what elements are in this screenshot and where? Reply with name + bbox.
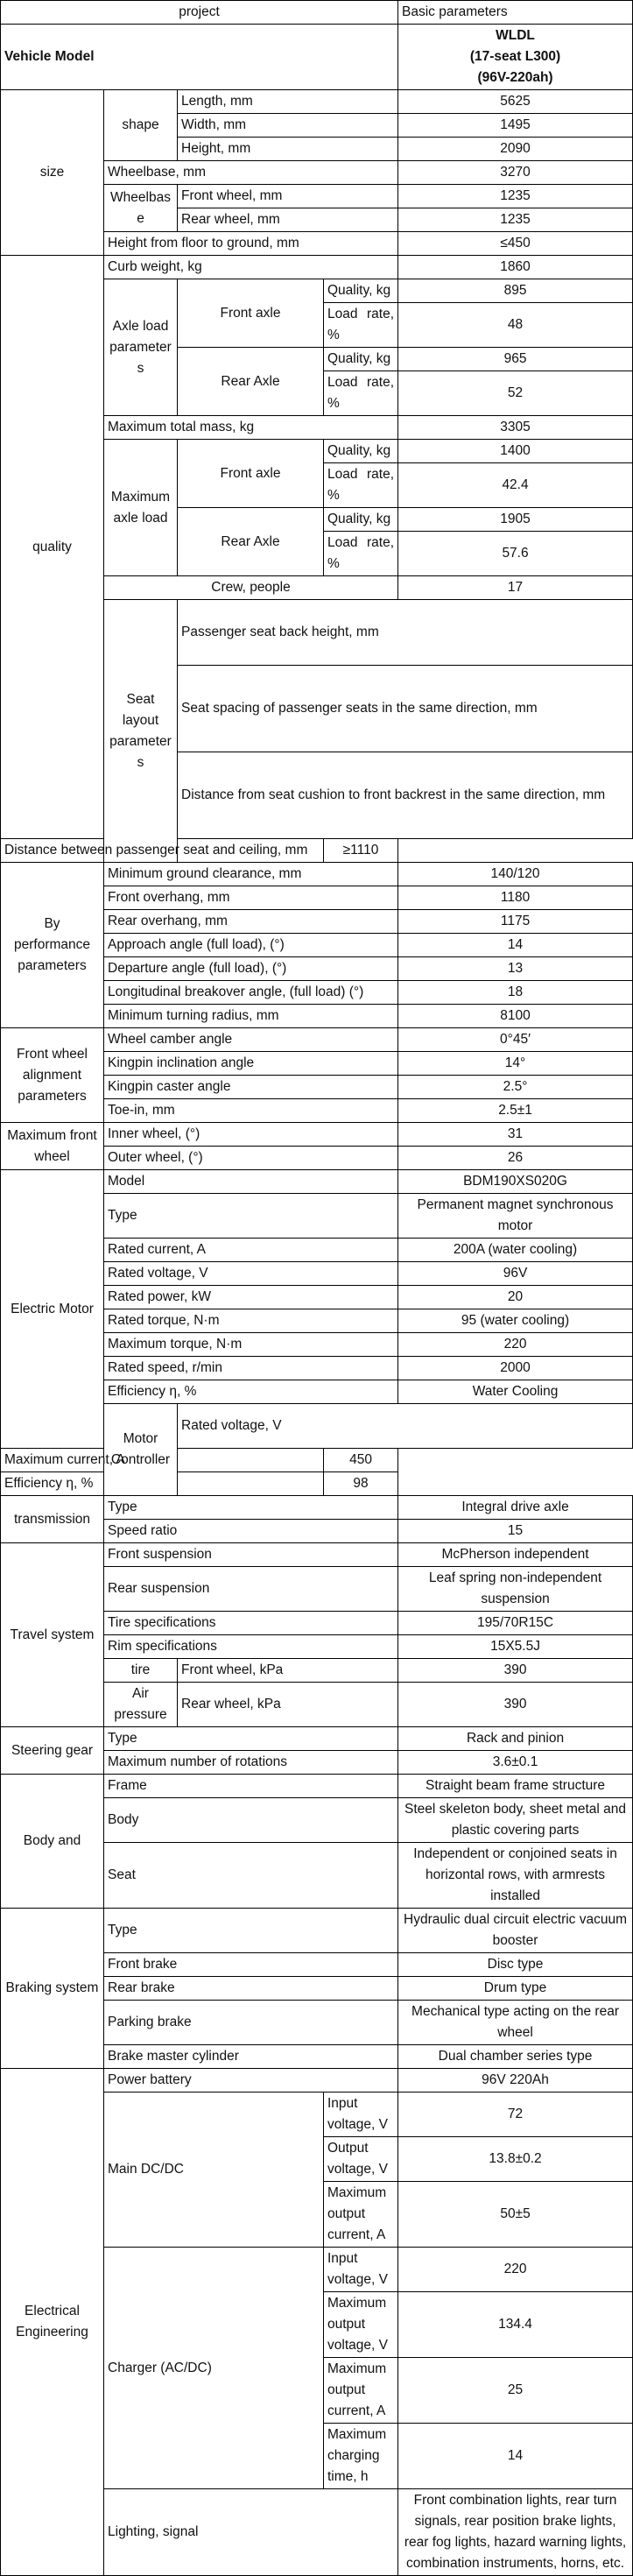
spec-label-cell: transmission xyxy=(1,1496,104,1543)
table-row xyxy=(1,1472,633,1496)
spec-label-cell: Minimum turning radius, mm xyxy=(104,1005,398,1028)
spec-value-cell: 390 xyxy=(398,1683,633,1727)
spec-label-cell: Front wheel alignment parameters xyxy=(1,1028,104,1123)
spec-label-cell: Rated voltage, V xyxy=(104,1262,398,1286)
spec-label-cell: Length, mm xyxy=(178,90,398,114)
table-row xyxy=(1,1496,633,1520)
spec-label-cell: Height from floor to ground, mm xyxy=(104,232,398,256)
spec-label-cell: Rim specifications xyxy=(104,1635,398,1659)
spec-value-cell: 8100 xyxy=(398,1005,633,1028)
spec-label-cell: Approach angle (full load), (°) xyxy=(104,934,398,957)
spec-value-cell: ≥1110 xyxy=(324,839,398,863)
spec-value-cell: 1905 xyxy=(398,508,633,532)
spec-value-cell: 200A (water cooling) xyxy=(398,1239,633,1262)
spec-label-cell: Type xyxy=(104,1909,398,1953)
spec-value-cell: 14° xyxy=(398,1052,633,1076)
spec-label-cell: Input voltage, V xyxy=(324,2248,398,2292)
spec-label-cell: Electric Motor xyxy=(1,1170,104,1449)
spec-value-cell: Water Cooling xyxy=(398,1380,633,1404)
spec-value-cell: 3.6±0.1 xyxy=(398,1751,633,1775)
spec-label-cell: Wheel camber angle xyxy=(104,1028,398,1052)
spec-label-cell: Load rate, % xyxy=(324,371,398,416)
spec-value-cell: 390 xyxy=(398,1659,633,1683)
spec-value-cell: 450 xyxy=(324,1449,398,1472)
spec-label-cell: Wheelbase, mm xyxy=(104,161,398,185)
spec-label-cell: Inner wheel, (°) xyxy=(104,1123,398,1147)
spec-label-cell: Air pressure xyxy=(104,1683,178,1727)
spec-label-cell: Rated voltage, V xyxy=(178,1404,633,1449)
vehicle-model-label: Vehicle Model xyxy=(1,25,398,90)
spec-label-cell: Maximum output current, A xyxy=(324,2358,398,2424)
table-row xyxy=(1,256,633,279)
spec-value-cell: 26 xyxy=(398,1147,633,1170)
spec-label-cell: Type xyxy=(104,1496,398,1520)
spec-label-cell: Tire specifications xyxy=(104,1612,398,1635)
table-row xyxy=(1,863,633,886)
spec-label-cell: Parking brake xyxy=(104,2001,398,2045)
spec-value-cell: 42.4 xyxy=(398,463,633,508)
spec-value-cell: Leaf spring non-independent suspension xyxy=(398,1567,633,1612)
spec-label-cell: Braking system xyxy=(1,1909,104,2069)
spec-value-cell: 220 xyxy=(398,1333,633,1357)
spec-value-cell: Disc type xyxy=(398,1953,633,1977)
spec-value-cell: 3270 xyxy=(398,161,633,185)
spec-value-cell: 220 xyxy=(398,2248,633,2292)
spec-label-cell: Crew, people xyxy=(104,576,398,600)
table-row xyxy=(1,839,633,863)
spec-value-cell: 20 xyxy=(398,1286,633,1309)
spec-label-cell: Motor Controller xyxy=(104,1404,178,1496)
table-row xyxy=(1,1909,633,1953)
spec-value-cell: 96V xyxy=(398,1262,633,1286)
spec-label-cell: Efficiency η, % xyxy=(104,1380,398,1404)
spec-label-cell: Front axle xyxy=(178,279,324,348)
spec-value-cell: 134.4 xyxy=(398,2292,633,2358)
spec-label-cell: Power battery xyxy=(104,2069,398,2093)
spec-label-cell: Distance from seat cushion to front backrest in the same direction, mm xyxy=(178,752,633,839)
spec-label-cell: Quality, kg xyxy=(324,348,398,371)
spec-label-cell: Front wheel, kPa xyxy=(178,1659,398,1683)
spec-label-cell: By performance parameters xyxy=(1,863,104,1028)
spec-value-cell: ≤450 xyxy=(398,232,633,256)
spec-value-cell: 1235 xyxy=(398,208,633,232)
spec-label-cell: Wheelbas e xyxy=(104,185,178,232)
spec-value-cell: 14 xyxy=(398,2424,633,2489)
spec-label-cell: Curb weight, kg xyxy=(104,256,398,279)
spec-label-cell: Output voltage, V xyxy=(324,2137,398,2182)
spec-label-cell: Rear wheel, kPa xyxy=(178,1683,398,1727)
spec-label-cell: Electrical Engineering xyxy=(1,2069,104,2576)
spec-label-cell: Maximum charging time, h xyxy=(324,2424,398,2489)
spec-value-cell: 57.6 xyxy=(398,532,633,576)
spec-label-cell: Maximum total mass, kg xyxy=(104,416,398,440)
spec-label-cell: Longitudinal breakover angle, (full load) (°) xyxy=(104,981,398,1005)
spec-label-cell: Front brake xyxy=(104,1953,398,1977)
spec-value-cell: 1495 xyxy=(398,114,633,138)
project-header: project xyxy=(1,1,398,25)
table-row xyxy=(1,1775,633,1798)
basic-parameters-header: Basic parameters xyxy=(398,1,633,25)
spec-table-body xyxy=(1,1,633,2576)
spec-value-cell: Independent or conjoined seats in horizontal rows, with armrests installed xyxy=(398,1843,633,1909)
spec-value-cell: 2.5±1 xyxy=(398,1099,633,1123)
table-row xyxy=(1,90,633,114)
spec-label-cell: Passenger seat back height, mm xyxy=(178,600,633,666)
spec-label-cell: Input voltage, V xyxy=(324,2093,398,2137)
spec-label-cell: Kingpin caster angle xyxy=(104,1076,398,1099)
spec-label-cell: Rated torque, N·m xyxy=(104,1309,398,1333)
spec-label-cell: Type xyxy=(104,1194,398,1239)
spec-value-cell: BDM190XS020G xyxy=(398,1170,633,1194)
spec-label-cell: Speed ratio xyxy=(104,1520,398,1543)
spec-value-cell: McPherson independent xyxy=(398,1543,633,1567)
vehicle-model-value: WLDL (17-seat L300) (96V-220ah) xyxy=(398,25,633,90)
spec-value-cell: 25 xyxy=(398,2358,633,2424)
spec-value-cell: Mechanical type acting on the rear wheel xyxy=(398,2001,633,2045)
spec-value-cell: 2.5° xyxy=(398,1076,633,1099)
spec-value-cell: Straight beam frame structure xyxy=(398,1775,633,1798)
spec-label-cell: Quality, kg xyxy=(324,508,398,532)
spec-value-cell: 2000 xyxy=(398,1357,633,1380)
spec-label-cell: Steering gear xyxy=(1,1727,104,1775)
spec-label-cell: Rear Axle xyxy=(178,508,324,576)
table-row xyxy=(1,1028,633,1052)
table-row xyxy=(1,1123,633,1147)
spec-value-cell: 50±5 xyxy=(398,2182,633,2248)
spec-value-cell: 18 xyxy=(398,981,633,1005)
spec-label-cell: Maximum number of rotations xyxy=(104,1751,398,1775)
spec-label-cell: Minimum ground clearance, mm xyxy=(104,863,398,886)
spec-value-cell: 72 xyxy=(398,2093,633,2137)
spec-label-cell: Front axle xyxy=(178,440,324,508)
spec-value-cell: Rack and pinion xyxy=(398,1727,633,1751)
spec-label-cell: Outer wheel, (°) xyxy=(104,1147,398,1170)
spec-label-cell: Body xyxy=(104,1798,398,1843)
table-row xyxy=(1,2069,633,2093)
spec-value-cell: Hydraulic dual circuit electric vacuum booster xyxy=(398,1909,633,1953)
spec-label-cell: Body and xyxy=(1,1775,104,1909)
spec-label-cell: Maximum front wheel xyxy=(1,1123,104,1170)
spec-value-cell: Permanent magnet synchronous motor xyxy=(398,1194,633,1239)
spec-label-cell: Type xyxy=(104,1727,398,1751)
spec-value-cell: 3305 xyxy=(398,416,633,440)
spec-value-cell: 17 xyxy=(398,576,633,600)
spec-label-cell: size xyxy=(1,90,104,256)
spec-value-cell: 15X5.5J xyxy=(398,1635,633,1659)
spec-label-cell: Lighting, signal xyxy=(104,2489,398,2576)
spec-value-cell: 0°45′ xyxy=(398,1028,633,1052)
spec-value-cell: 140/120 xyxy=(398,863,633,886)
spec-label-cell: Maximum output current, A xyxy=(324,2182,398,2248)
spec-label-cell: Load rate, % xyxy=(324,463,398,508)
spec-label-cell: Rated current, A xyxy=(104,1239,398,1262)
spec-value-cell: Dual chamber series type xyxy=(398,2045,633,2069)
spec-label-cell: Toe-in, mm xyxy=(104,1099,398,1123)
spec-label-cell: Frame xyxy=(104,1775,398,1798)
table-row xyxy=(1,1727,633,1751)
spec-label-cell: Maximum output voltage, V xyxy=(324,2292,398,2358)
spec-label-cell: Rear suspension xyxy=(104,1567,398,1612)
spec-label-cell: Quality, kg xyxy=(324,440,398,463)
spec-label-cell: Width, mm xyxy=(178,114,398,138)
spec-label-cell: Distance between passenger seat and ceiling, mm xyxy=(1,839,324,863)
spec-label-cell: Quality, kg xyxy=(324,279,398,303)
spec-value-cell: 48 xyxy=(398,303,633,348)
table-row xyxy=(1,1449,633,1472)
spec-label-cell: Kingpin inclination angle xyxy=(104,1052,398,1076)
spec-label-cell: Seat spacing of passenger seats in the same direction, mm xyxy=(178,666,633,752)
spec-value-cell: 1175 xyxy=(398,910,633,934)
spec-value-cell: 195/70R15C xyxy=(398,1612,633,1635)
spec-label-cell: Rated power, kW xyxy=(104,1286,398,1309)
spec-value-cell: 13.8±0.2 xyxy=(398,2137,633,2182)
spec-value-cell: 1400 xyxy=(398,440,633,463)
spec-label-cell: Brake master cylinder xyxy=(104,2045,398,2069)
spec-value-cell: Drum type xyxy=(398,1977,633,2001)
spec-label-cell: Rear Axle xyxy=(178,348,324,416)
spec-label-cell: Rated speed, r/min xyxy=(104,1357,398,1380)
spec-label-cell: quality xyxy=(1,256,104,839)
spec-label-cell: Load rate, % xyxy=(324,303,398,348)
spec-label-cell: tire xyxy=(104,1659,178,1683)
table-row xyxy=(1,1170,633,1194)
spec-value-cell: 13 xyxy=(398,957,633,981)
spec-label-cell: Travel system xyxy=(1,1543,104,1727)
vehicle-model-row xyxy=(1,25,633,90)
spec-value-cell: 1235 xyxy=(398,185,633,208)
spec-label-cell: Axle load parameter s xyxy=(104,279,178,416)
spec-value-cell: 14 xyxy=(398,934,633,957)
spec-value-cell: Front combination lights, rear turn signals, rear position brake lights, rear fog lights, hazard warning lights, combination instruments, horns, etc. xyxy=(398,2489,633,2576)
spec-label-cell: Departure angle (full load), (°) xyxy=(104,957,398,981)
spec-value-cell: 31 xyxy=(398,1123,633,1147)
spec-label-cell: Seat xyxy=(104,1843,398,1909)
spec-label-cell: Rear overhang, mm xyxy=(104,910,398,934)
spec-value-cell: 965 xyxy=(398,348,633,371)
spec-value-cell: 2090 xyxy=(398,138,633,161)
spec-label-cell: Maximum torque, N·m xyxy=(104,1333,398,1357)
spec-value-cell: 1860 xyxy=(398,256,633,279)
spec-label-cell: Maximum current, A xyxy=(1,1449,324,1472)
spec-value-cell: 15 xyxy=(398,1520,633,1543)
spec-label-cell: Charger (AC/DC) xyxy=(104,2248,324,2489)
spec-label-cell: Seat layout parameters xyxy=(104,600,178,863)
spec-value-cell: Integral drive axle xyxy=(398,1496,633,1520)
spec-value-cell: 98 xyxy=(324,1472,398,1496)
spec-label-cell: Height, mm xyxy=(178,138,398,161)
spec-value-cell: 1180 xyxy=(398,886,633,910)
header-row xyxy=(1,1,633,25)
spec-label-cell: Rear wheel, mm xyxy=(178,208,398,232)
spec-label-cell: shape xyxy=(104,90,178,161)
spec-label-cell: Rear brake xyxy=(104,1977,398,2001)
table-row xyxy=(1,1543,633,1567)
spec-label-cell: Front wheel, mm xyxy=(178,185,398,208)
spec-value-cell: 96V 220Ah xyxy=(398,2069,633,2093)
spec-label-cell: Front suspension xyxy=(104,1543,398,1567)
spec-label-cell: Maximum axle load xyxy=(104,440,178,576)
spec-value-cell: Steel skeleton body, sheet metal and plastic covering parts xyxy=(398,1798,633,1843)
spec-value-cell: 5625 xyxy=(398,90,633,114)
spec-label-cell: Main DC/DC xyxy=(104,2093,324,2248)
spec-value-cell: 95 (water cooling) xyxy=(398,1309,633,1333)
spec-label-cell: Model xyxy=(104,1170,398,1194)
spec-label-cell: Load rate, % xyxy=(324,532,398,576)
spec-label-cell: Front overhang, mm xyxy=(104,886,398,910)
spec-value-cell: 52 xyxy=(398,371,633,416)
spec-label-cell: Efficiency η, % xyxy=(1,1472,324,1496)
spec-value-cell: 895 xyxy=(398,279,633,303)
